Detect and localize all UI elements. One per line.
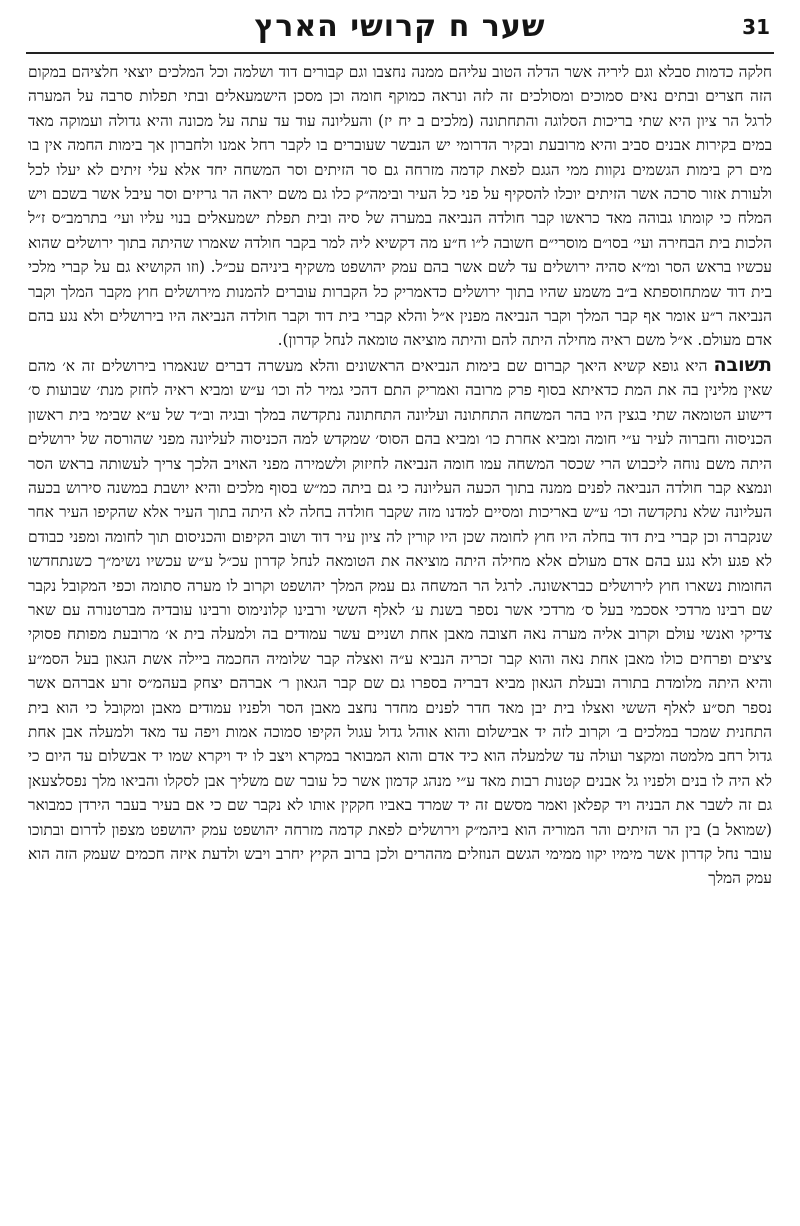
running-header <box>26 8 774 48</box>
paragraph-text: היא גופא קשיא היאך קברום שם בימות הנביאים הראשונים והלא מעשרה דברים שנאמרו בירושלים זה א׳ מהם שאין מלינין בה את המת כדאיתא בסוף פרק מרובה ואמריק התם דהכי גמיר לה וכו׳ ע״ש ומביא ראיה לחזק מנת׳ שבועות ס׳ דישוע הטומאה שתי בגצין היו בהר המשחה התחתונה ועליונה התחתונה נתקדשה במלך ובגיה וב״ד של ע״א שבימי בית ראשון הכניסוה וחברוה לעיר ע״י חומה ומביא אחרת כו׳ ומביא בהם הסוס׳ שמקדש למה הכניסוה לעליונה מפני שהורסה של ירושלים היתה משם נוחה ליכבוש הרי שכסר המשחה עמו חומה הנביאה לחיזוק ולשמירה מפני האויב הלכך צריך לעשותה בראש הסר ונמצא קבר חולדה הנביאה לפנים ממנה בתוך הכעה העליונה כי גם ביתה כמ״ש בסוף מלכים והיא יושבת במשנה סירוש בכעה העליונה שלא נתקדשה וכו׳ ע״ש באריכות ומסיים למדנו מזה שקבר חולדה בחלה לא היתה בתוך העיר אלא שהקיפו העיר אחר שנקברה וכן קברי בית דוד בחלה היו חוץ לחומה שכן היו קורין לה ציון עיר דוד ושוב הקיפום והכניסום תוך לחומה ומפני כבודם לא פגע ולא נגע בהם אדם מעולם אלא מחילה היתה מוציאה את הטומאה לנחל קדרון עכ״ל ע״ש עכשיו נשימ״ך כשנתחדשו החומות נשארו חוץ לירושלים כבראשונה. לרגל הר המשחה גם עמק המלך יהושפט וקרוב לו מערה סתומה וכפי המקובל נקבר שם רבינו מרדכי אסכמי בעל ס׳ מרדכי אשר נספר בשנת ע׳ לאלף הששי ורבינו קלונימוס ורבינו עובדיה מברטנורה עם שאר צדיקי ואנשי עולם וקרוב אליה מערה נאה חצובה מאבן אחת ושניים עשר עמודים בה ולמעלה בית א׳ מרובעת מפותח פסוקי ציצים ופרחים כולו מאבן אחת נאה והוא קבר זכריה הנביא ע״ה ואצלה קבר שלומיה החכמה ביילה אשת הגאון בעל הסמ״ע והיא היתה מלומדת בתורה ובעלת הגאון מביא דבריה בספרו גם שם קבר הגאון ר׳ אברהם יצחק בעהמ״ס זרע אברהם אשר נספר תס״ע לאלף הששי ואצלו בית יבן מאד חדר לפנים מחדר נחצב מאבן הסר ולפניו עמודים מאבן ומקובל כי הוא בית התחנית שמכר במלכים ב׳ וקרוב לזה יד אבישלום והוא אוהל גדול עגול הקיפו סמוכה אמות ויפה עד מאד ולמעלה אבן אחת גדול רחב מלמטה ומקצר ועולה עד שלמעלה הוא כיד אדם והוא המבואר במקרא ויצב לו יד ויקרא שמו יד אבשלום עד היום כי לא היה לו בנים ולפניו גל אבנים קטנות רבות מאד ע״י מנהג קדמון אשר כל עובר שם משליך אבן לסקלו והביאו מלך נפסלצעאן גם זה לשבר את הבניה ויד קפלאן ואמר מסשם זה יד שמרד באביו חקקין אותו לא נקבר שם כי אם בעיר בעבר הירדן כמבואר (שמואל ב) בין הר הזיתים והר המוריה הוא ביהמ״ק וירושלים לפאת קדמה מזרחה יהושפט עמק יהושפט מצפון לדרום ובתוכו עובר נחל קדרון אשר מימיו יקוו ממימי הגשם הנוזלים מההרים ולכן ברוב הקיץ יחרב ויבש ולדעת איזה חכמים שעמק הזה הוא עמק המלך <box>28 356 772 888</box>
lead-word: תשובה <box>713 353 772 376</box>
header-divider <box>26 52 774 54</box>
running-title: שער ח קרושי הארץ <box>254 9 546 44</box>
body-paragraph <box>28 353 772 891</box>
page-number: 31 <box>742 15 770 39</box>
body-paragraph: חלקה כדמות סבלא וגם ליריה אשר הדלה הטוב עליהם ממנה נחצבו וגם קבורים דוד ושלמה וכל המלכים יוצאי חלציהם במקום הזה חצרים ובתים נאים סמוכים ומסולכים זה לזה ונראה כמוקף חומה וכן מסכן הישמעאלים ובתי תפלות סרבה על המערה לרגל הר ציון היא שתי בריכות הסלוגה והתחתונה (מלכים ב יח יז) והעליונה עוד עד עתה על מכונה והיא גדולה ועמוקה מאד במים בקירות אבנים סביב והיא מרובעת ובקיר הדרומי יש הנבשר שעוברים בו לקבר רחל אמנו ולחברון אך בימות החמה אין בו מים רק בימות הגשמים נקוות ממי הגגם לפאת קדמה מזרחה גם סר הזיתים וסר המשחה יחד אלא עלי זיתים לא יעלו לכל ולעורת אזור סרכה אשר הזיתים יוכלו להסקיף על פני כל העיר ובימה״ק כלו גם משם יראה הר גריזים וסר עיבל אשר בשכם ויש המלח כי קומתו גבוהה מאד כראשו קבר חולדה הנביאה במערה של סיה ובית תפלת ישמעאלים בנוי עליו ועי׳ בתרמב״ס ז״ל הלכות בית הבחירה ועי׳ בסו״ם מוסרי״ם חשובה ל״ו ח״ע מה דקשיא ליה למר בקבר חולדה שאמרו שהיתה בתוך ירושלים שהוא עכשיו בראש הסר ומ״א סהיה ירושלים עד לשם אשר בהם עמק יהושפט משקיף ביניהם עכ״ל. (וזו הקושיא גם על קברי מלכי בית דוד שמתחוספתא ב״ב משמע שהיו בתוך ירושלים כדאמריק כל הקברות עוברים להמנות מירושלים חוץ מקבר המלך וקבר הנביאה ר״ע אומר אף קבר המלך וקבר הנביאה מפנין א״ל והלא קברי בית דוד וקבר חולדה הנביאה היו בירושלים ולא נגע בהם אדם מעולם. א״ל משם ראיה מחילה היתה להם והיתה מוציאה טומאה לנחל קדרון). <box>28 63 772 350</box>
body-text <box>28 60 772 1210</box>
